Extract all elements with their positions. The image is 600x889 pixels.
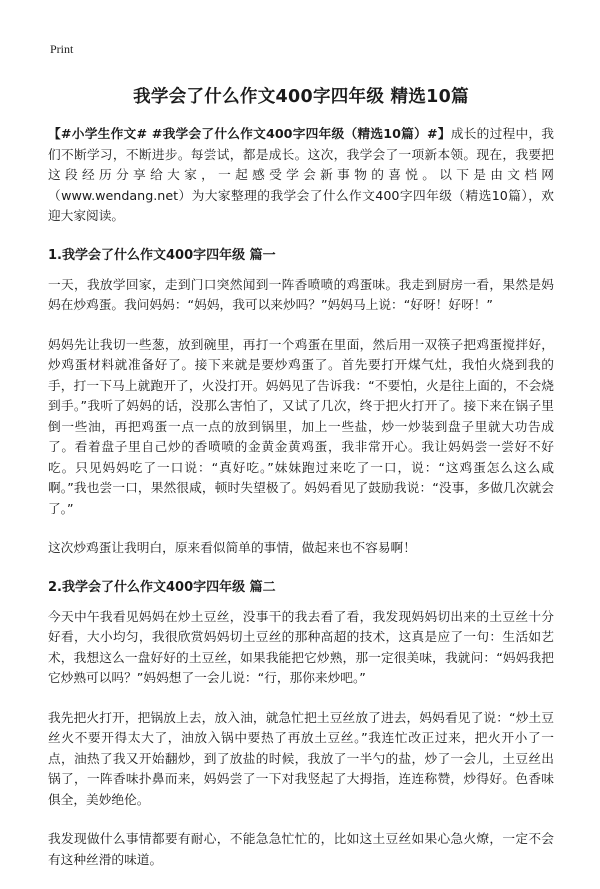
intro-paragraph [48,124,554,227]
section-heading: 2.我学会了什么作文400字四年级 篇二 [48,579,276,595]
intro-text: 成长的过程中，我们不断学习，不断进步。每尝试，都是成长。这次，我学会了一项新本领。现在，我要把这段经历分享给大家，一起感受学会新事物的喜悦。以下是由文档网（www.wendang.net）为大家整理的我学会了什么作文400字四年级（精选10篇），欢迎大家阅读。 [48,126,554,223]
section-1 [48,246,554,559]
print-link[interactable]: Print [50,42,74,56]
intro-tag: 【#小学生作文# #我学会了什么作文400字四年级（精选10篇）#】 [48,126,451,141]
section-paragraph: 一天，我放学回家，走到门口突然闻到一阵香喷喷的鸡蛋味。我走到厨房一看，果然是妈妈在炒鸡蛋。我问妈妈：“妈妈，我可以来炒吗？”妈妈马上说：“好呀！好呀！” [48,276,554,312]
page-title: 我学会了什么作文400字四年级 精选10篇 [133,87,469,107]
section-paragraph: 我先把火打开，把锅放上去，放入油，就急忙把土豆丝放了进去，妈妈看见了说：“炒土豆丝火不要开得太大了，油放入锅中要热了再放土豆丝。”我连忙改正过来，把火开小了一点，油热了我又开始翻炒，到了放盐的时候，我放了一半勺的盐，炒了一会儿，土豆丝出锅了，一阵香味扑鼻而来，妈妈尝了一下对我竖起了大拇指，连连称赞，炒得好。色香味俱全，美妙绝伦。 [48,709,554,807]
section-paragraph: 这次炒鸡蛋让我明白，原来看似简单的事情，做起来也不容易啊！ [48,540,416,555]
section-paragraph: 今天中午我看见妈妈在炒土豆丝，没事干的我去看了看，我发现妈妈切出来的土豆丝十分好看，大小均匀，我很欣赏妈妈切土豆丝的那种高超的技术，这真是应了一句：生活如艺术，我想这么一盘好好的土豆丝，如果我能把它炒熟，那一定很美味，我就问：“妈妈我把它炒熟可以吗？”妈妈想了一会儿说：“行，那你来炒吧。” [48,608,554,685]
section-paragraph: 妈妈先让我切一些葱，放到碗里，再打一个鸡蛋在里面，然后用一双筷子把鸡蛋搅拌好，炒鸡蛋材料就准备好了。接下来就是要炒鸡蛋了。首先要打开煤气灶，我怕火烧到我的手，打一下马上就跑开了，火没打开。妈妈见了告诉我：“不要怕，火是往上面的，不会烧到手。”我听了妈妈的话，没那么害怕了，又试了几次，终于把火打开了。接下来在锅子里倒一些油，再把鸡蛋一点一点的放到锅里，加上一些盐，炒一炒装到盘子里就大功告成了。看着盘子里自己炒的香喷喷的金黄金黄鸡蛋，我非常开心。我让妈妈尝一尝好不好吃。只见妈妈吃了一口说：“真好吃。”妹妹跑过来吃了一口，说：“这鸡蛋怎么这么咸啊。”我也尝一口，果然很咸，顿时失望极了。妈妈看见了鼓励我说：“没事，多做几次就会了。” [48,336,554,516]
section-paragraph: 我发现做什么事情都要有耐心，不能急急忙忙的，比如这土豆丝如果心急火燎，一定不会有这种丝滑的味道。 [48,831,554,867]
document-page [48,38,554,889]
section-2 [48,578,554,871]
section-heading: 1.我学会了什么作文400字四年级 篇一 [48,247,276,263]
